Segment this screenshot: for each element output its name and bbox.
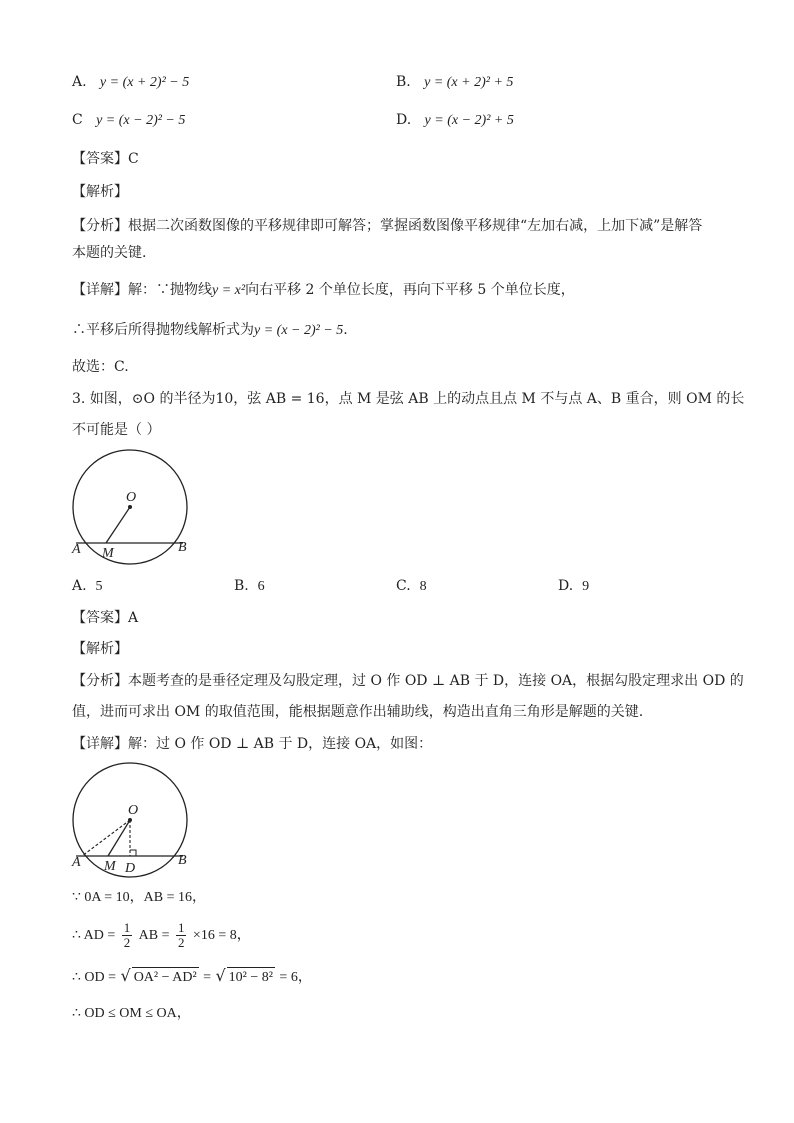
segment-oa-dashed (82, 820, 130, 856)
q2-fenxi-line1 (72, 216, 702, 236)
label-d: D (125, 861, 136, 876)
q3-stem-line2: 不可能是（ ） (72, 422, 161, 438)
q3-step2-a: ∴ AD = (72, 928, 116, 943)
q3-figure-solution (68, 758, 198, 883)
q2-xiangjie-a: 解：∵抛物线 (128, 282, 212, 298)
q2-xiangjie-tag: 【详解】 (72, 282, 128, 298)
q3-option-a-label: A. (72, 578, 87, 594)
q3-xiangjie-tag: 【详解】 (72, 736, 128, 752)
q3-answer (72, 608, 138, 628)
q3-step4: ∴ OD ≤ OM ≤ OA， (72, 1006, 191, 1021)
q2-option-b (396, 72, 513, 93)
label-b: B (178, 853, 187, 868)
q3-option-d (558, 576, 589, 597)
q3-option-b (234, 576, 265, 597)
q3-xiangjie (72, 734, 432, 754)
q2-option-d (396, 110, 514, 131)
segment-om (106, 507, 130, 543)
frac1-den: 2 (123, 934, 131, 950)
q2-option-d-label: D. (396, 112, 412, 128)
label-o: O (128, 803, 139, 818)
q2-option-d-expr: y = (x − 2)² + 5 (424, 113, 514, 128)
q3-fenxi-line1 (72, 671, 744, 691)
q3-fenxi-tag: 【分析】 (72, 673, 128, 689)
q3-analysis-tag: 【解析】 (72, 641, 128, 657)
q3-option-b-value: 6 (257, 579, 265, 594)
q3-option-c (396, 576, 427, 597)
q3-step2-c: ×16 = 8， (192, 928, 251, 943)
radical-icon: √ (215, 966, 226, 985)
q3-fenxi-line2: 值，进而可求出 OM 的取值范围，能根据题意作出辅助线，构造出直角三角形是解题的关键. (72, 704, 644, 720)
q2-option-b-expr: y = (x + 2)² + 5 (424, 75, 514, 90)
q2-option-a (72, 72, 189, 93)
q2-fenxi-text1: 根据二次函数图像的平移规律即可解答；掌握函数图像平移规律“左加右减，上加下减”是解答 (128, 218, 703, 234)
q2-option-a-expr: y = (x + 2)² − 5 (99, 75, 190, 90)
q2-answer (72, 149, 139, 169)
q3-step1: ∵ 0A = 10，AB = 16， (72, 890, 206, 905)
q2-xiangjie (72, 280, 575, 301)
q3-step3 (72, 966, 312, 988)
q2-fenxi-line2: 本题的关键. (72, 245, 147, 261)
q2-answer-tag: 【答案】 (72, 151, 128, 167)
q2-result-a: ∴平移后所得抛物线解析式为 (72, 322, 254, 338)
q3-step3-rad2: 10² − 8² (227, 967, 275, 988)
frac2-num: 1 (177, 919, 185, 935)
q2-fenxi-tag: 【分析】 (72, 218, 128, 234)
q3-option-d-value: 9 (582, 579, 590, 594)
segment-om (108, 820, 130, 856)
q2-result (72, 320, 348, 341)
q2-choice: 故选：C. (72, 359, 129, 375)
q3-figure-circle (68, 445, 198, 570)
q3-step3-b: = (203, 970, 212, 985)
q3-step3-rad1: OA² − AD² (132, 967, 199, 988)
q2-option-c (72, 110, 185, 131)
q3-option-c-value: 8 (419, 579, 427, 594)
q2-result-b: . (343, 322, 348, 338)
q2-xiangjie-b: 向右平移 2 个单位长度，再向下平移 5 个单位长度， (245, 282, 575, 298)
q3-answer-value: A (128, 610, 139, 626)
q3-stem-line1: 3. 如图，⊙O 的半径为10，弦 AB = 16，点 M 是弦 AB 上的动点且点 M 不与点 A、B 重合，则 OM 的长 (72, 391, 745, 407)
center-point (128, 505, 132, 509)
q2-answer-value: C (128, 151, 139, 167)
q3-option-b-label: B. (234, 578, 249, 594)
q3-xiangjie-text: 解：过 O 作 OD ⊥ AB 于 D，连接 OA，如图： (128, 736, 433, 752)
q3-fenxi-text1: 本题考查的是垂径定理及勾股定理，过 O 作 OD ⊥ AB 于 D，连接 OA，根据勾股定理求出 OD 的 (128, 673, 744, 689)
q3-step2-frac2 (176, 921, 187, 950)
frac2-den: 2 (177, 934, 185, 950)
label-m: M (102, 546, 114, 561)
q3-option-a-value: 5 (95, 579, 103, 594)
q3-step3-c: = 6， (279, 970, 312, 985)
q3-option-a (72, 576, 102, 597)
q2-option-a-label: A. (72, 74, 87, 90)
frac1-num: 1 (123, 919, 131, 935)
label-a: A (72, 542, 81, 557)
q2-result-expr: y = (x − 2)² − 5 (254, 323, 344, 338)
q2-option-b-label: B. (396, 74, 411, 90)
q3-step2-b: AB = (138, 928, 170, 943)
q2-option-c-expr: y = (x − 2)² − 5 (96, 113, 186, 128)
q3-step3-a: ∴ OD = (72, 970, 117, 985)
q2-parabola: y = x² (212, 283, 246, 298)
q2-analysis-tag: 【解析】 (72, 184, 128, 200)
q3-answer-tag: 【答案】 (72, 610, 128, 626)
label-o: O (126, 490, 137, 505)
label-m: M (104, 859, 116, 874)
center-point (128, 818, 132, 822)
q2-option-c-label: C (72, 112, 83, 128)
label-a: A (72, 855, 81, 870)
q3-step2-frac1 (122, 921, 133, 950)
q3-option-d-label: D. (558, 578, 574, 594)
label-b: B (178, 540, 187, 555)
q3-option-c-label: C. (396, 578, 411, 594)
right-angle-mark (130, 850, 136, 856)
radical-icon: √ (120, 966, 131, 985)
q3-step2 (72, 918, 251, 952)
